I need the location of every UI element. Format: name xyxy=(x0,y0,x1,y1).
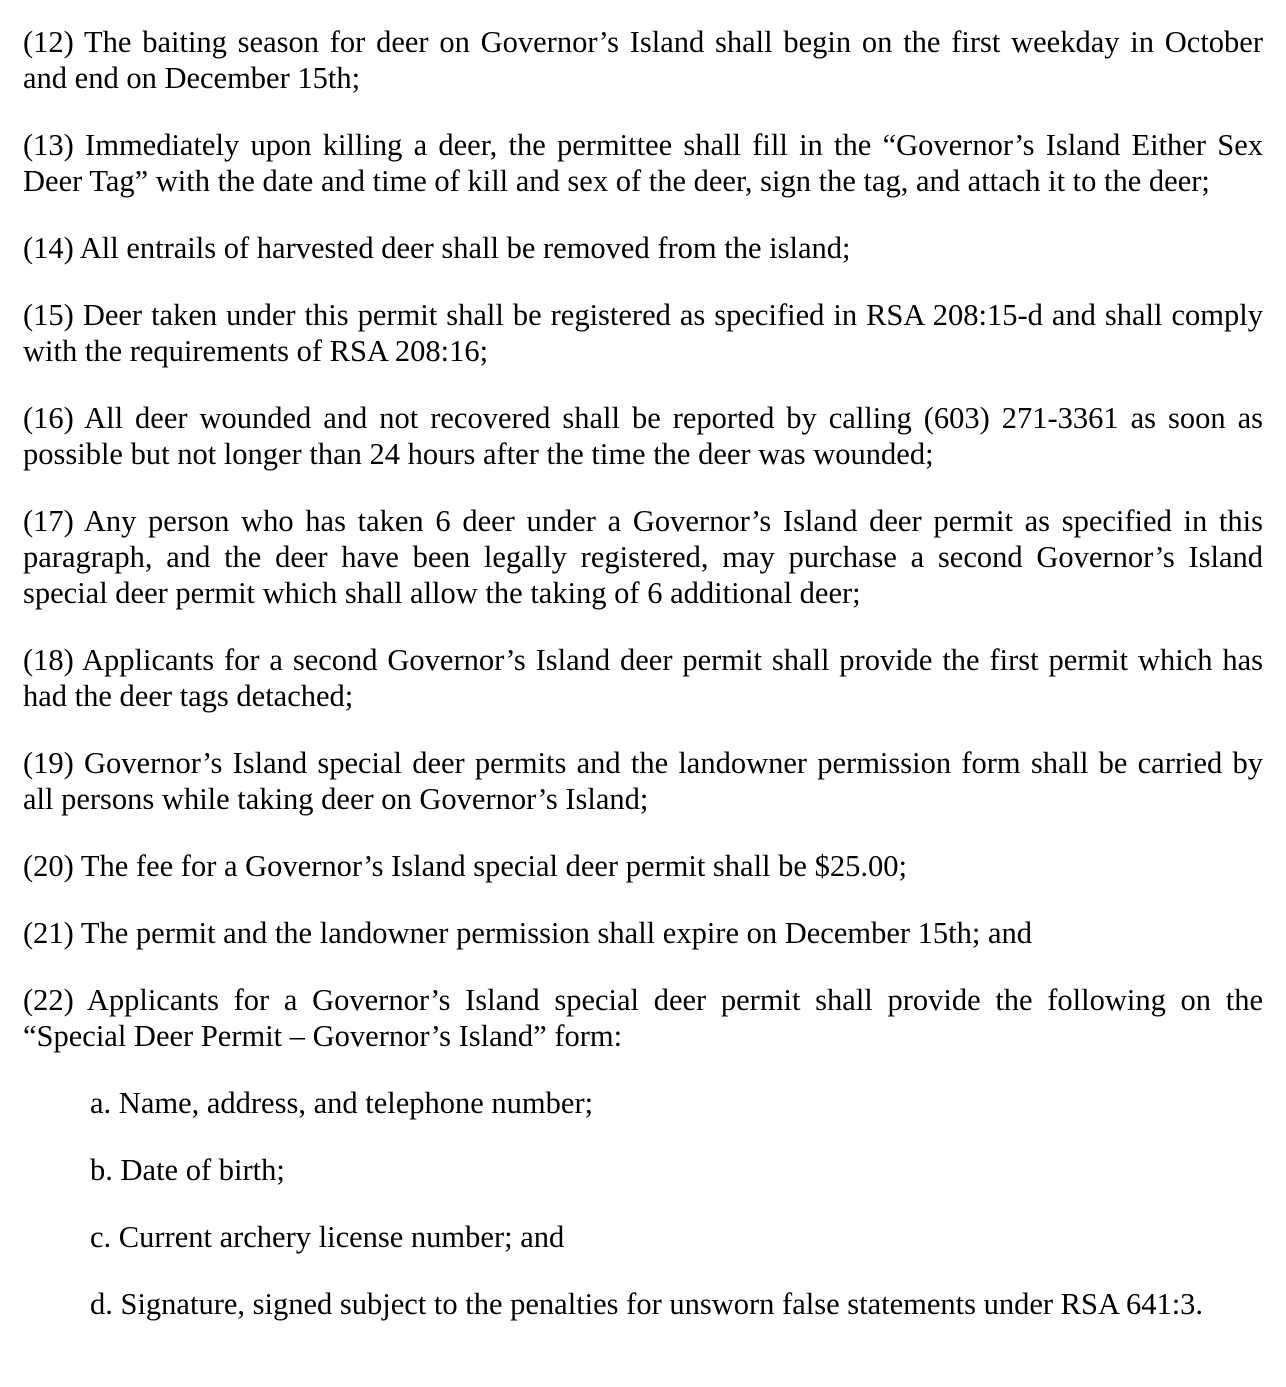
subitem-a: a. Name, address, and telephone number; xyxy=(90,1086,594,1120)
paragraph-21: (21) The permit and the landowner permission shall expire on December 15th; and xyxy=(23,916,1033,950)
document-page xyxy=(23,24,1263,1322)
paragraph-22: (22) Applicants for a Governor’s Island special deer permit shall provide the following on the “Special Deer Permit – Governor’s Island” form: xyxy=(23,983,1263,1053)
subitem-b: b. Date of birth; xyxy=(90,1153,285,1187)
paragraph-17: (17) Any person who has taken 6 deer under a Governor’s Island deer permit as specified in this paragraph, and the deer have been legally registered, may purchase a second Governor’s Island special deer permit which shall allow the taking of 6 additional deer; xyxy=(23,504,1263,610)
subitem-d: d. Signature, signed subject to the penalties for unsworn false statements under RSA 641:3. xyxy=(90,1287,1204,1321)
paragraph-13: (13) Immediately upon killing a deer, the permittee shall fill in the “Governor’s Island Either Sex Deer Tag” with the date and time of kill and sex of the deer, sign the tag, and attach it to the deer; xyxy=(23,128,1263,198)
paragraph-14: (14) All entrails of harvested deer shall be removed from the island; xyxy=(23,231,851,265)
paragraph-16: (16) All deer wounded and not recovered shall be reported by calling (603) 271-3361 as soon as possible but not longer than 24 hours after the time the deer was wounded; xyxy=(23,401,1263,471)
paragraph-15: (15) Deer taken under this permit shall be registered as specified in RSA 208:15-d and shall comply with the requirements of RSA 208:16; xyxy=(23,298,1263,368)
paragraph-18: (18) Applicants for a second Governor’s Island deer permit shall provide the first permit which has had the deer tags detached; xyxy=(23,643,1263,713)
paragraph-19: (19) Governor’s Island special deer permits and the landowner permission form shall be carried by all persons while taking deer on Governor’s Island; xyxy=(23,746,1263,816)
paragraph-12: (12) The baiting season for deer on Governor’s Island shall begin on the first weekday in October and end on December 15th; xyxy=(23,25,1263,95)
subitem-c: c. Current archery license number; and xyxy=(90,1220,565,1254)
paragraph-20: (20) The fee for a Governor’s Island special deer permit shall be $25.00; xyxy=(23,849,907,883)
